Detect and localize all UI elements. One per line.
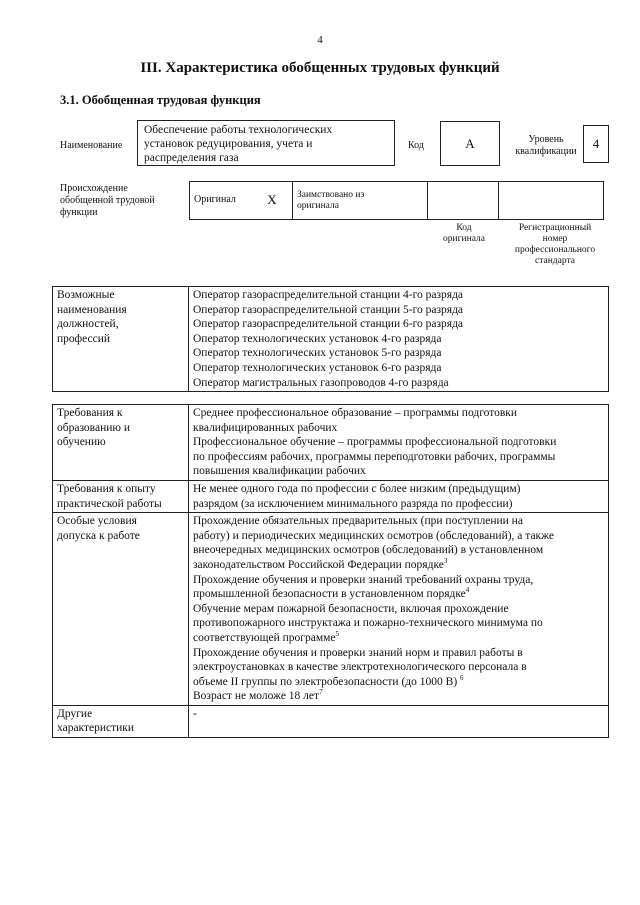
level-label-line: квалификации [515, 146, 577, 157]
education-value [189, 405, 609, 481]
positions-label [53, 287, 189, 392]
position-item: Оператор технологических установок 4-го разряда [193, 332, 442, 345]
code-value: A [440, 121, 500, 166]
registration-caption-line: Регистрационный [518, 223, 592, 233]
registration-caption-line: стандарта [535, 256, 575, 266]
special-label-line: допуска к работе [57, 529, 140, 542]
education-line: повышения квалификации рабочих [193, 465, 366, 478]
footnote-ref: 4 [465, 586, 470, 595]
special-line: Обучение мерам пожарной безопасности, включая прохождение [193, 602, 509, 615]
code-caption [430, 223, 498, 245]
footnote-ref: 5 [335, 630, 339, 639]
original-code-cell [428, 182, 499, 220]
name-label: Наименование [60, 140, 123, 151]
name-value [137, 120, 395, 166]
position-item: Оператор газораспределительной станции 4-го разряда [193, 289, 464, 301]
registration-caption-line: профессионального [514, 245, 596, 255]
special-line: внеочередных медицинских осмотров (обследований) в установленном [193, 544, 544, 557]
special-line: Прохождение обучения и проверки знаний норм и правил работы в [193, 646, 523, 659]
special-line [193, 675, 604, 690]
registration-caption-line: номер [542, 234, 568, 244]
experience-label-line: Требования к опыту [57, 482, 156, 495]
position-item: Оператор магистральных газопроводов 4-го разряда [193, 376, 449, 389]
name-line: распределения газа [144, 152, 239, 164]
code-caption-line: оригинала [443, 234, 485, 244]
name-line: установок редуцирования, учета и [144, 138, 313, 150]
special-line-text: промышленной безопасности в установленном порядке [193, 588, 466, 601]
positions-label-line: Возможные [57, 289, 115, 301]
origin-label-line: обобщенной трудовой [60, 195, 155, 206]
education-label [53, 405, 189, 481]
code-caption-line: Код [456, 223, 472, 233]
experience-label-line: практической работы [57, 497, 162, 510]
borrowed-label-line: Заимствовано из [297, 189, 365, 200]
special-line: электроустановках в качестве электротехнологического персонала в [193, 661, 527, 674]
special-label-line: Особые условия [57, 515, 137, 528]
borrowed-label [293, 182, 428, 220]
position-item: Оператор газораспределительной станции 5-го разряда [193, 303, 464, 316]
registration-number-cell [499, 182, 604, 220]
positions-label-line: наименования [57, 303, 127, 316]
origin-label-line: функции [60, 207, 98, 218]
education-line: Профессиональное обучение – программы профессиональной подготовки [193, 436, 557, 449]
education-line: по профессиям рабочих, программы переподготовки рабочих, программы [193, 450, 556, 463]
footnote-ref: 3 [443, 557, 448, 566]
special-line [193, 631, 604, 646]
level-label [510, 134, 582, 158]
footnote-ref: 6 [460, 673, 464, 682]
special-conditions-value [189, 513, 609, 706]
special-line [193, 689, 604, 704]
name-line: Обеспечение работы технологических [144, 124, 333, 136]
code-label: Код [408, 140, 424, 151]
level-value: 4 [583, 125, 609, 163]
education-line: квалифицированных рабочих [193, 421, 338, 434]
original-mark: X [252, 182, 293, 220]
page-number: 4 [317, 34, 323, 46]
position-item: Оператор технологических установок 6-го разряда [193, 361, 442, 374]
other-characteristics-label [53, 705, 189, 737]
special-line [193, 558, 604, 573]
experience-line: Не менее одного года по профессии с более низким (предыдущим) [193, 482, 521, 495]
other-characteristics-value: - [189, 705, 609, 737]
special-line-text: объеме II группы по электробезопасности (до 1000 В) [193, 675, 458, 688]
education-label-line: образованию и [57, 421, 130, 434]
special-line-text: соответствующей программе [193, 631, 336, 644]
origin-label [60, 183, 155, 219]
special-line: Прохождение обязательных предварительных (при поступлении на [193, 515, 523, 528]
education-label-line: Требования к [57, 407, 123, 419]
requirements-table [52, 404, 609, 738]
level-label-line: Уровень [528, 134, 564, 145]
positions-table [52, 286, 609, 392]
experience-label [53, 480, 189, 512]
position-item: Оператор газораспределительной станции 6-го разряда [193, 318, 464, 331]
original-label: Оригинал [190, 182, 253, 220]
special-line [193, 587, 604, 602]
positions-list [189, 287, 609, 392]
special-line: противопожарного инструктажа и пожарно-технического минимума по [193, 617, 543, 630]
education-line: Среднее профессиональное образование – программы подготовки [193, 407, 518, 419]
special-line-text: Возраст не моложе 18 лет [193, 690, 320, 703]
registration-caption [502, 223, 608, 267]
section-title: III. Характеристика обобщенных трудовых функций [140, 60, 500, 76]
positions-label-line: профессий [57, 332, 111, 345]
borrowed-label-line: оригинала [297, 200, 339, 211]
other-label-line: характеристики [57, 722, 135, 735]
special-line: Прохождение обучения и проверки знаний требований охраны труда, [193, 573, 534, 586]
special-line: работу) и периодических медицинских осмотров (обследований), а также [193, 529, 555, 542]
special-line-text: законодательством Российской Федерации порядке [193, 558, 444, 571]
subsection-title: 3.1. Обобщенная трудовая функция [60, 93, 261, 107]
experience-line: разрядом (за исключением минимального разряда по профессии) [193, 497, 513, 510]
education-label-line: обучению [57, 436, 106, 449]
origin-label-line: Происхождение [60, 183, 128, 194]
position-item: Оператор технологических установок 5-го разряда [193, 347, 442, 360]
other-label-line: Другие [57, 707, 93, 720]
special-conditions-label [53, 513, 189, 706]
origin-table [189, 181, 604, 220]
footnote-ref: 7 [319, 688, 323, 697]
experience-value [189, 480, 609, 512]
positions-label-line: должностей, [57, 318, 119, 331]
